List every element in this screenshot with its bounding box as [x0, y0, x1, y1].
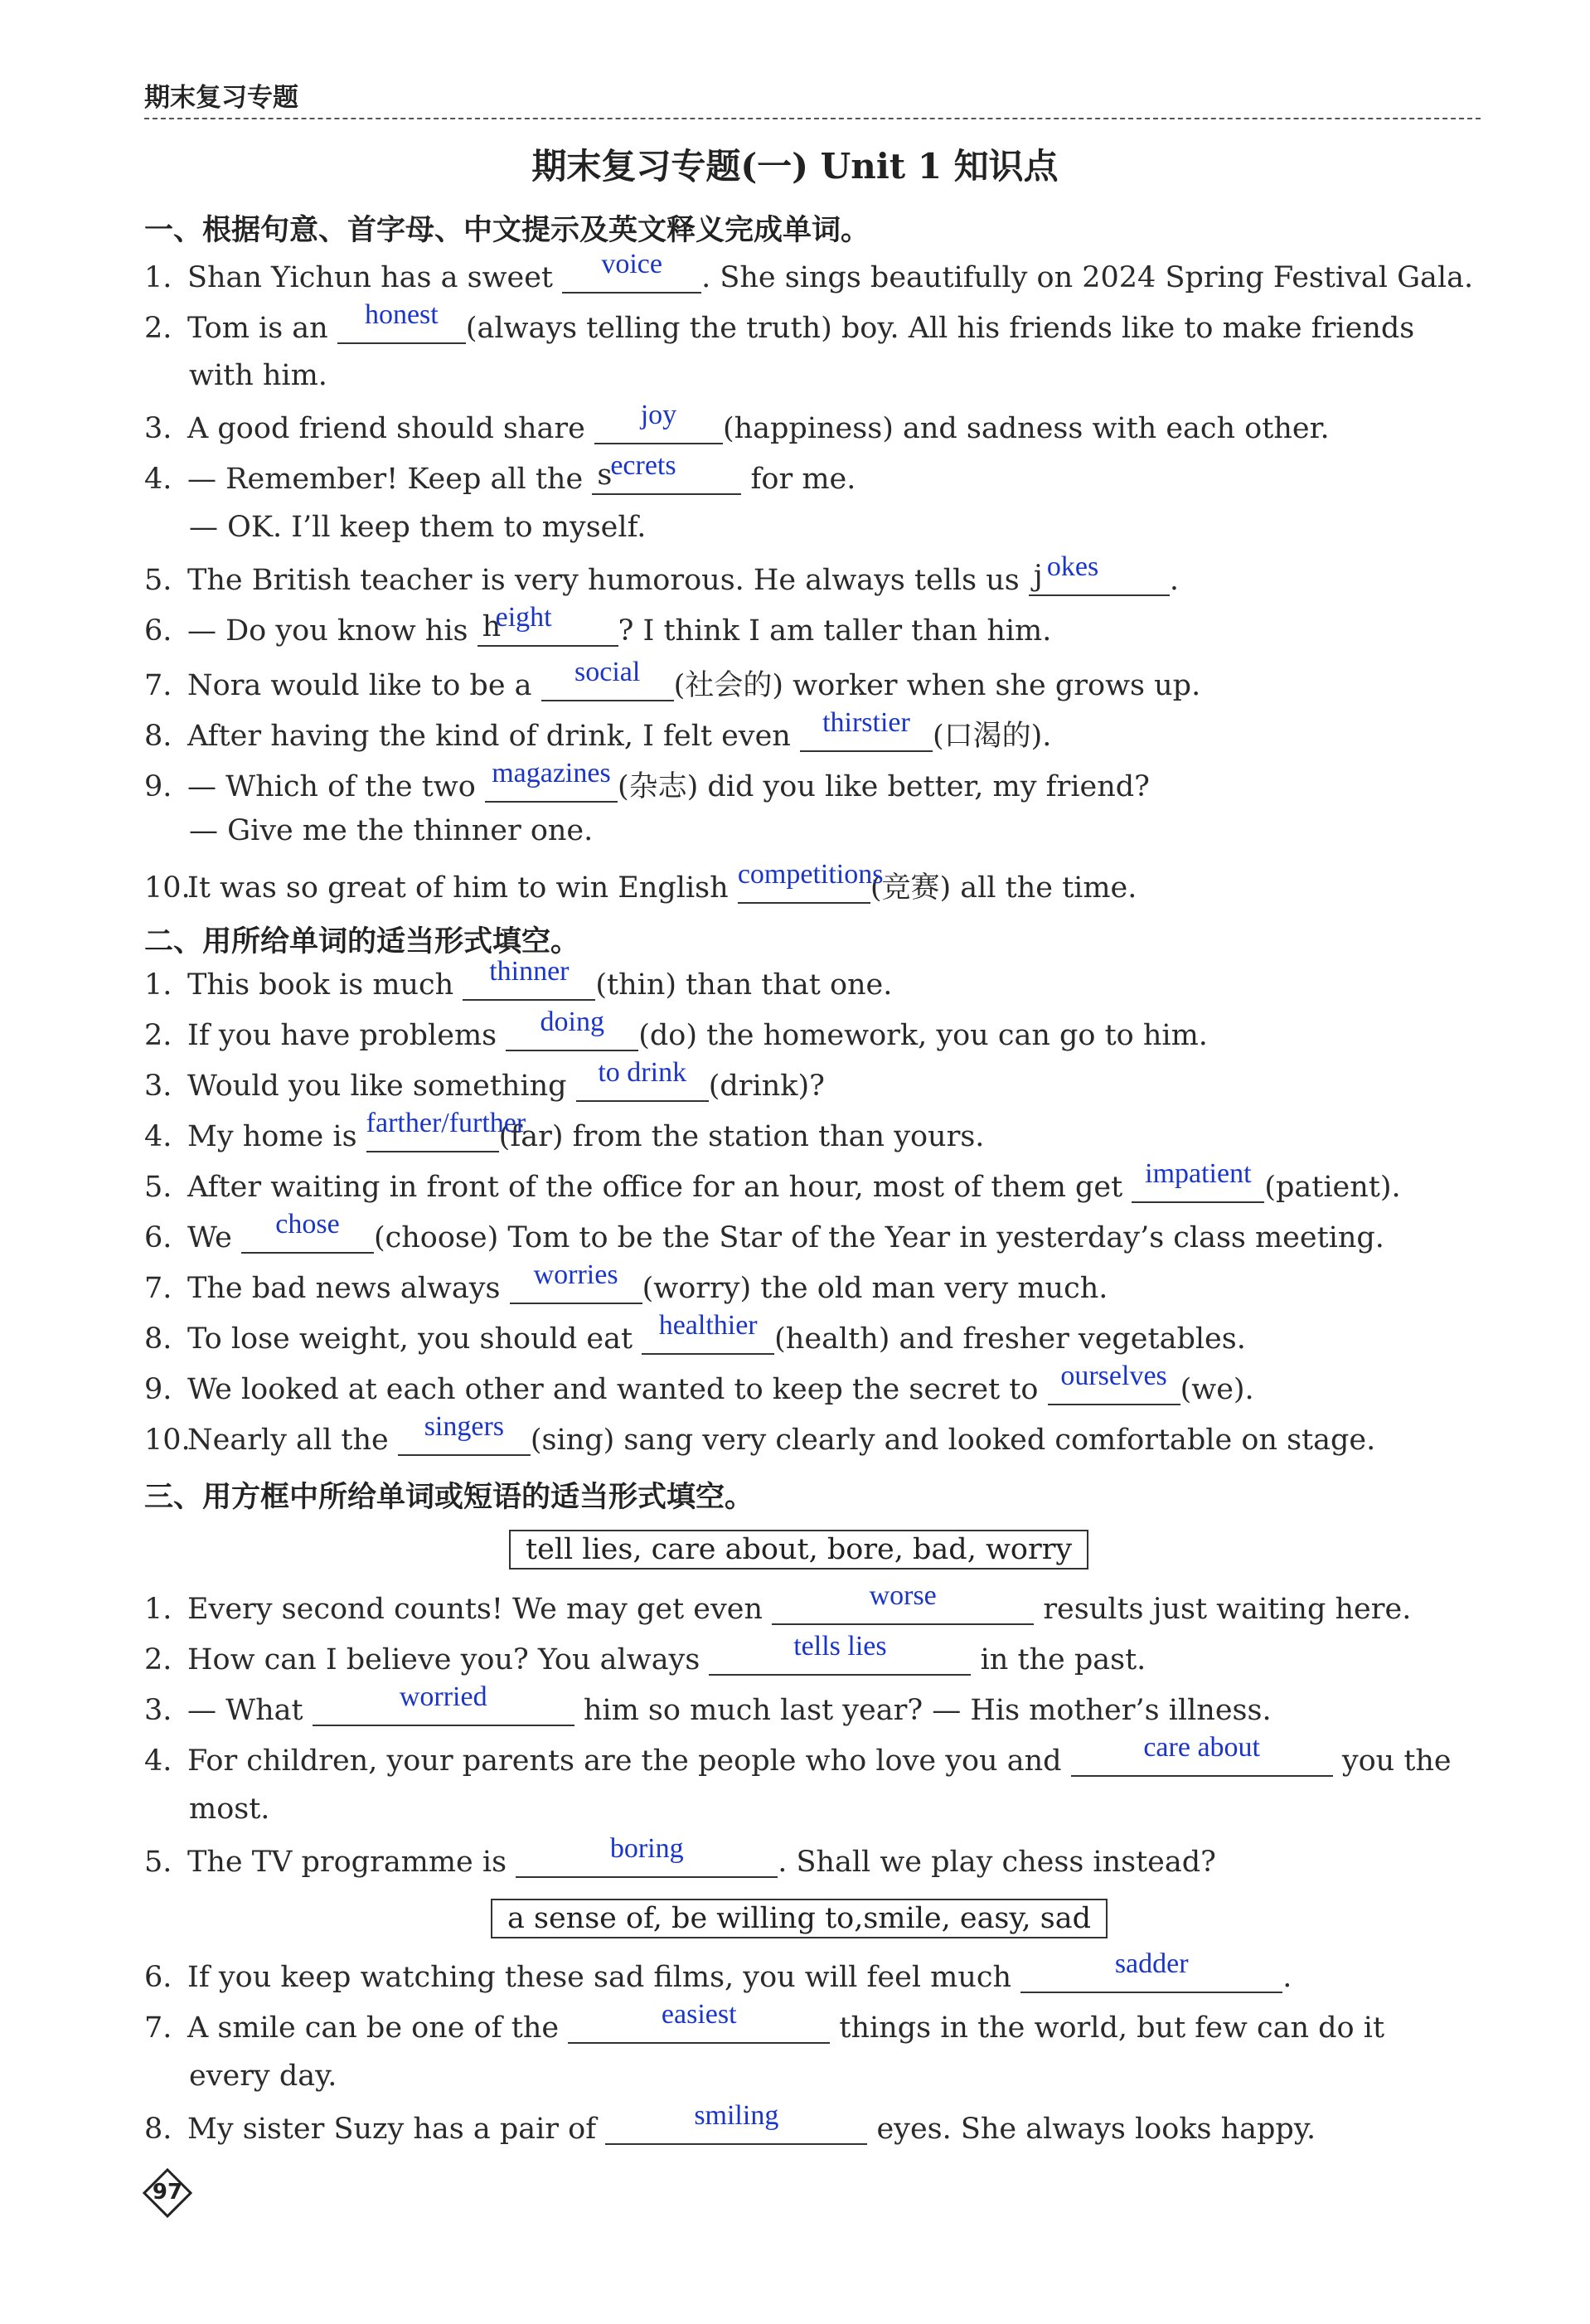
section-1-heading: 一、根据句意、首字母、中文提示及英文释义完成单词。 [144, 214, 870, 247]
s2-question-3: 3. Would you like something to drink (drink)? [144, 1057, 825, 1103]
s2-question-9: 9. We looked at each other and wanted to keep the secret to ourselves (we). [144, 1361, 1254, 1406]
answer-blank[interactable]: healthier [642, 1320, 774, 1355]
answer-blank[interactable]: farther/further [366, 1118, 499, 1152]
s1-question-3: 3. A good friend should share joy (happiness) and sadness with each other. [144, 400, 1330, 445]
answer-blank[interactable]: worried [313, 1691, 574, 1726]
s3-question-8: 8. My sister Suzy has a pair of smiling eyes. She always looks happy. [144, 2100, 1316, 2146]
s2-question-10: 10.Nearly all the singers (sing) sang very clearly and looked comfortable on stage. [144, 1411, 1376, 1457]
s3-question-3: 3. — What worried him so much last year? — His mother’s illness. [144, 1681, 1272, 1727]
s3-question-5: 5. The TV programme is boring . Shall we play chess instead? [144, 1833, 1216, 1879]
s1-question-9-continued: — Give me the thinner one. [189, 814, 594, 847]
answer-blank[interactable]: tells lies [709, 1641, 971, 1676]
s1-question-2: 2. Tom is an honest (always telling the truth) boy. All his friends like to make friends [144, 299, 1415, 345]
answer-blank[interactable]: h eight [477, 612, 618, 647]
word-box-1: tell lies, care about, bore, bad, worry [509, 1530, 1088, 1570]
s1-question-7: 7. Nora would like to be a social (社会的) worker when she grows up. [144, 657, 1201, 702]
answer-blank[interactable]: social [541, 667, 674, 701]
s1-question-2-continued: with him. [189, 359, 327, 392]
s2-question-1: 1. This book is much thinner (thin) than that one. [144, 956, 893, 1002]
page-number: 97 [152, 2180, 183, 2205]
s1-question-4: 4. — Remember! Keep all the s ecrets for me. [144, 450, 856, 496]
s1-question-9: 9. — Which of the two magazines (杂志) did you like better, my friend? [144, 758, 1150, 803]
header-divider [144, 118, 1481, 119]
answer-blank[interactable]: easiest [568, 2009, 830, 2044]
s2-question-4: 4. My home is farther/further (far) from the station than yours. [144, 1108, 985, 1153]
s3-question-6: 6. If you keep watching these sad films, you will feel much sadder . [144, 1948, 1292, 1994]
s3-question-1: 1. Every second counts! We may get even worse results just waiting here. [144, 1580, 1412, 1626]
answer-blank[interactable]: voice [562, 259, 701, 294]
answer-blank[interactable]: singers [398, 1421, 531, 1456]
answer-blank[interactable]: care about [1071, 1742, 1333, 1777]
answer-blank[interactable]: sadder [1020, 1958, 1282, 1993]
s1-question-5: 5. The British teacher is very humorous. He always tells us j okes . [144, 551, 1180, 597]
s3-question-4-continued: most. [189, 1793, 270, 1826]
s1-question-6: 6. — Do you know his h eight ? I think I am taller than him. [144, 602, 1052, 648]
section-3-heading: 三、用方框中所给单词或短语的适当形式填空。 [144, 1481, 754, 1514]
section-2-heading: 二、用所给单词的适当形式填空。 [144, 925, 580, 958]
answer-blank[interactable]: ourselves [1048, 1371, 1180, 1405]
answer-blank[interactable]: to drink [576, 1067, 709, 1102]
s2-question-8: 8. To lose weight, you should eat healthier (health) and fresher vegetables. [144, 1310, 1246, 1356]
s2-question-6: 6. We chose (choose) Tom to be the Star of the Year in yesterday’s class meeting. [144, 1209, 1384, 1254]
s1-question-10: 10.It was so great of him to win English competitions (竞赛) all the time. [144, 859, 1137, 905]
s3-question-7-continued: every day. [189, 2060, 337, 2093]
page-title: 期末复习专题(一) Unit 1 知识点 [531, 146, 1059, 187]
s1-question-8: 8. After having the kind of drink, I felt even thirstier (口渴的). [144, 707, 1052, 753]
s3-question-2: 2. How can I believe you? You always tells lies in the past. [144, 1631, 1146, 1676]
s3-question-4: 4. For children, your parents are the people who love you and care about you the [144, 1732, 1452, 1778]
answer-blank[interactable]: thirstier [800, 717, 933, 752]
answer-blank[interactable]: boring [516, 1843, 778, 1878]
answer-blank[interactable]: thinner [463, 966, 595, 1001]
answer-blank[interactable]: magazines [485, 768, 618, 803]
answer-blank[interactable]: competitions [738, 869, 870, 904]
s1-question-4-continued: — OK. I’ll keep them to myself. [189, 511, 647, 544]
answer-blank[interactable]: joy [594, 410, 723, 444]
answer-blank[interactable]: doing [506, 1016, 638, 1051]
s2-question-7: 7. The bad news always worries (worry) the old man very much. [144, 1259, 1108, 1305]
s2-question-5: 5. After waiting in front of the office for an hour, most of them get impatient (patient). [144, 1158, 1401, 1204]
answer-blank[interactable]: smiling [605, 2110, 867, 2145]
answer-blank[interactable]: worse [772, 1590, 1034, 1625]
s2-question-2: 2. If you have problems doing (do) the homework, you can go to him. [144, 1007, 1208, 1052]
header-label: 期末复习专题 [144, 83, 298, 113]
word-box-2: a sense of, be willing to,smile, easy, sad [491, 1899, 1108, 1938]
answer-blank[interactable]: honest [337, 309, 466, 344]
answer-blank[interactable]: worries [510, 1269, 642, 1304]
answer-blank[interactable]: impatient [1132, 1168, 1264, 1203]
answer-blank[interactable]: j okes [1029, 561, 1170, 596]
answer-blank[interactable]: s ecrets [592, 460, 741, 495]
answer-blank[interactable]: chose [241, 1219, 374, 1254]
s3-question-7: 7. A smile can be one of the easiest things in the world, but few can do it [144, 1999, 1385, 2045]
s1-question-1: 1. Shan Yichun has a sweet voice . She sings beautifully on 2024 Spring Festival Gala. [144, 249, 1474, 294]
